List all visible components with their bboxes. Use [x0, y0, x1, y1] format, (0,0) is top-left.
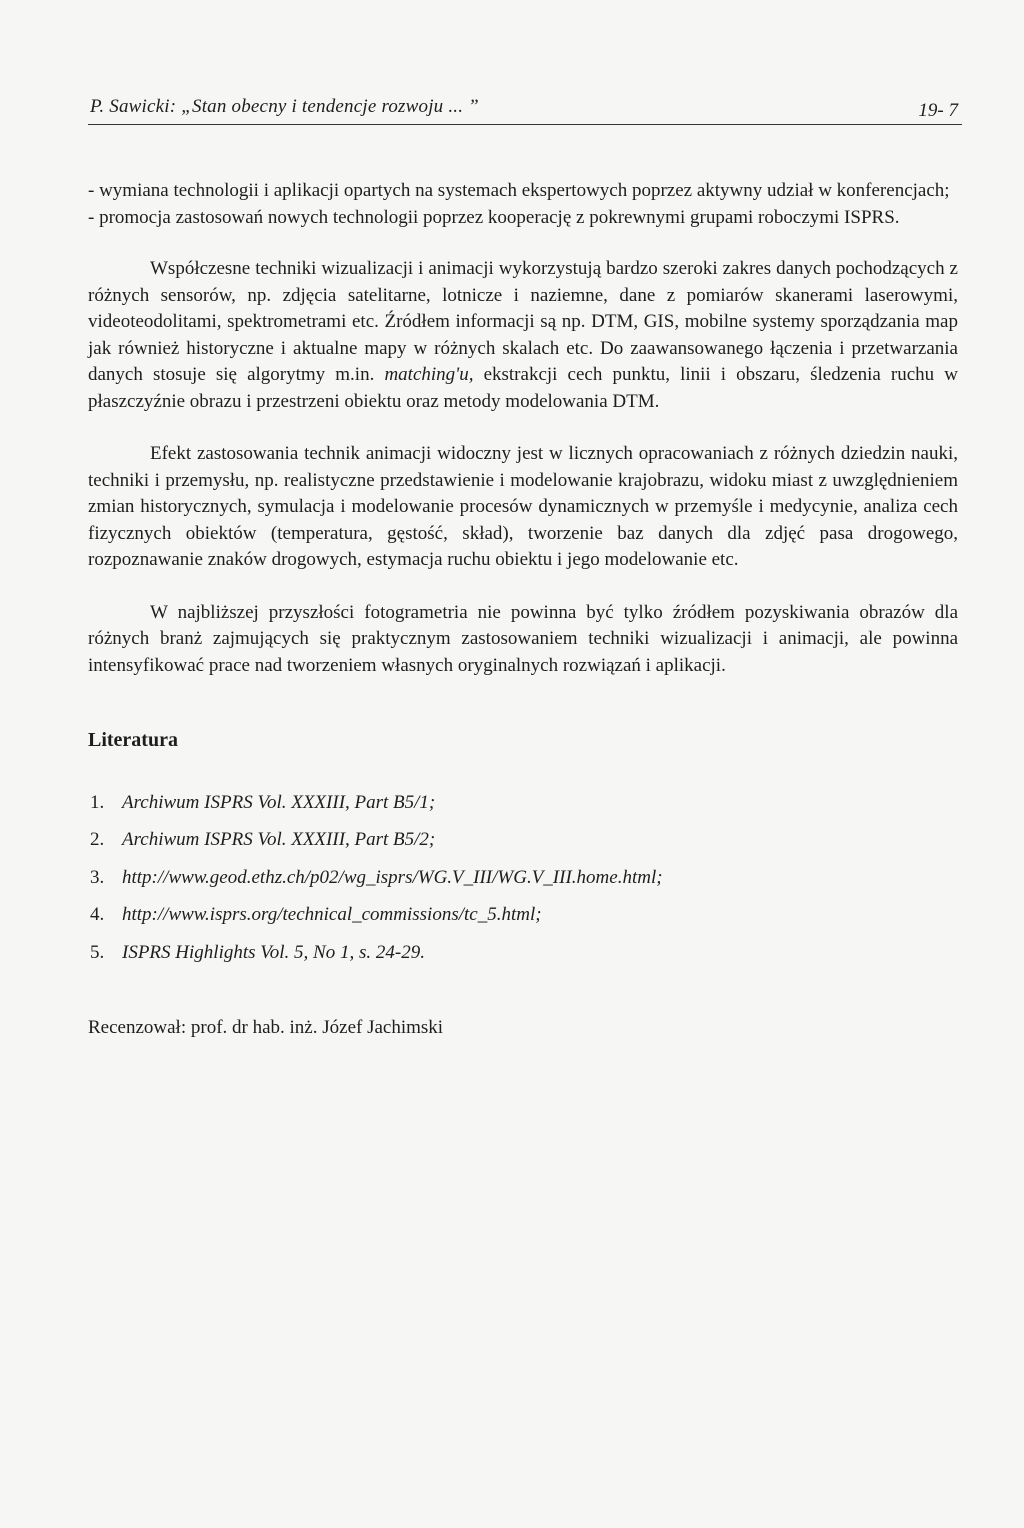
- paragraph: Efekt zastosowania technik animacji widoczny jest w licznych opracowaniach z różnych dziedzin nauki, techniki i przemysłu, np. realistyczne przedstawienie i modelowanie krajobrazu, widoku miast z uwzględnieniem zmian historycznych, symulacja i modelowanie procesów dynamicznych w przemyśle i medycynie, analiza cech fizycznych obiektów (temperatura, gęstość, skład), tworzenie baz danych dla zdjęć pasa drogowego, rozpoznawanie znaków drogowych, estymacja ruchu obiektu i jego modelowanie etc.: [88, 443, 958, 570]
- page-number: 19- 7: [918, 100, 958, 121]
- paragraph-text: Współczesne techniki wizualizacji i animacji wykorzystują bardzo szeroki zakres danych pochodzących z różnych sensorów, np. zdjęcia satelitarne, lotnicze i naziemne, dane z pomiarów skanerami laserowymi, videoteodolitami, spektrometrami etc. Źródłem informacji są np. DTM, GIS, mobilne systemy sporządzania map jak również historyczne i aktualne mapy w różnych skalach etc. Do zaawansowanego łączenia i przetwarzania danych stosuje się algorytmy m.in.: [88, 258, 958, 385]
- bullet-item: - wymiana technologii i aplikacji opartych na systemach ekspertowych poprzez aktywny udział w konferencjach;: [88, 180, 950, 201]
- emphasis-text: matching'u,: [384, 364, 474, 385]
- bibliography-item: [88, 790, 958, 828]
- bibliography-number: 2.: [90, 829, 105, 850]
- paragraph-text: ekstrakcji cech punktu, linii i obszaru, śledzenia ruchu w płaszczyźnie obrazu i przestrzeni obiektu oraz metody modelowania DTM.: [88, 364, 958, 412]
- bullet-item: - promocja zastosowań nowych technologii poprzez kooperację z pokrewnymi grupami roboczymi ISPRS.: [88, 206, 900, 228]
- bibliography-item: [88, 865, 958, 903]
- paragraph: W najbliższej przyszłości fotogrametria nie powinna być tylko źródłem pozyskiwania obrazów dla różnych branż zajmujących się praktycznym zastosowaniem techniki wizualizacji i animacji, ale powinna intensyfikować prace nad tworzeniem własnych oryginalnych rozwiązań i aplikacji.: [88, 601, 958, 676]
- reviewer-note: Recenzował: prof. dr hab. inż. Józef Jachimski: [88, 1017, 444, 1038]
- bibliography-reference: Archiwum ISPRS Vol. XXXIII, Part B5/1;: [122, 791, 436, 813]
- bibliography-number: 4.: [90, 904, 105, 925]
- bibliography-number: 5.: [90, 941, 105, 963]
- bibliography-item: [88, 827, 958, 865]
- bibliography-number: 3.: [90, 866, 105, 888]
- paragraph: [88, 256, 958, 415]
- bibliography-item: [88, 902, 958, 940]
- bibliography-list: [88, 790, 958, 978]
- section-heading: Literatura: [88, 729, 178, 751]
- bibliography-reference: ISPRS Highlights Vol. 5, No 1, s. 24-29.: [122, 941, 425, 963]
- bibliography-number: 1.: [90, 791, 105, 813]
- running-title: P. Sawicki: „Stan obecny i tendencje rozwoju ... ”: [90, 96, 479, 117]
- bibliography-reference: http://www.isprs.org/technical_commissions/tc_5.html;: [122, 904, 542, 925]
- page-body: [88, 178, 958, 1042]
- bibliography-reference: http://www.geod.ethz.ch/p02/wg_isprs/WG.V_III/WG.V_III.home.html;: [122, 866, 663, 888]
- page-header: [88, 92, 962, 125]
- bibliography-reference: Archiwum ISPRS Vol. XXXIII, Part B5/2;: [122, 829, 436, 850]
- bibliography-item: [88, 940, 958, 978]
